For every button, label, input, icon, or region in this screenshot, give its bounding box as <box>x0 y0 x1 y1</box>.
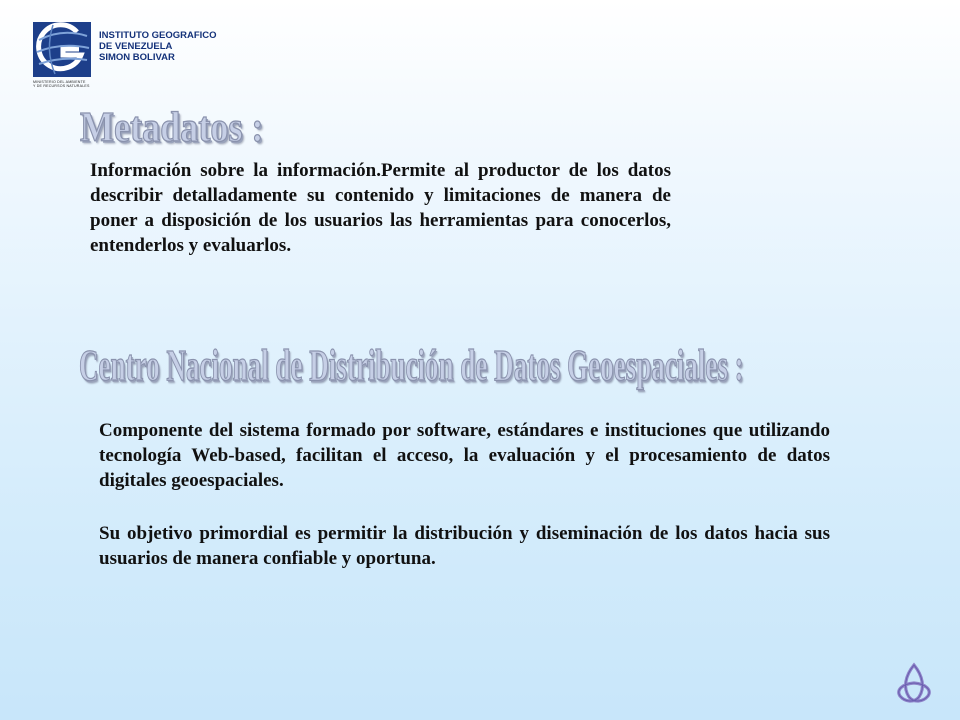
institute-name-line: SIMON BOLIVAR <box>99 52 175 63</box>
institute-name <box>99 30 217 63</box>
centro-title: Centro Nacional de Distribución de Datos Geoespaciales : <box>79 341 744 390</box>
globe-logo-icon <box>33 22 91 77</box>
institute-name-line: INSTITUTO GEOGRAFICO <box>99 30 217 41</box>
metadatos-title: Metadatos : <box>80 105 264 151</box>
logo-subtitle-line: MINISTERIO DEL AMBIENTE <box>33 80 86 84</box>
metadatos-paragraph: Información sobre la información.Permite al productor de los datos describir detalladamente su contenido y limitaciones de manera de poner a disposición de los usuarios las herramientas para conocerlos, entenderlos y evaluarlos. <box>90 160 671 256</box>
institute-name-line: DE VENEZUELA <box>99 41 173 52</box>
logo-subtitle <box>33 80 97 89</box>
triquetra-icon[interactable] <box>892 662 936 704</box>
logo-subtitle-line: Y DE RECURSOS NATURALES <box>33 84 90 89</box>
institute-logo <box>33 22 91 77</box>
centro-paragraph-2: Su objetivo primordial es permitir la distribución y diseminación de los datos hacia sus usuarios de manera confiable y oportuna. <box>99 523 830 569</box>
centro-paragraph-1: Componente del sistema formado por software, estándares e instituciones que utilizando tecnología Web-based, facilitan el acceso, la evaluación y el procesamiento de datos digitales geoespaciales. <box>99 420 830 491</box>
